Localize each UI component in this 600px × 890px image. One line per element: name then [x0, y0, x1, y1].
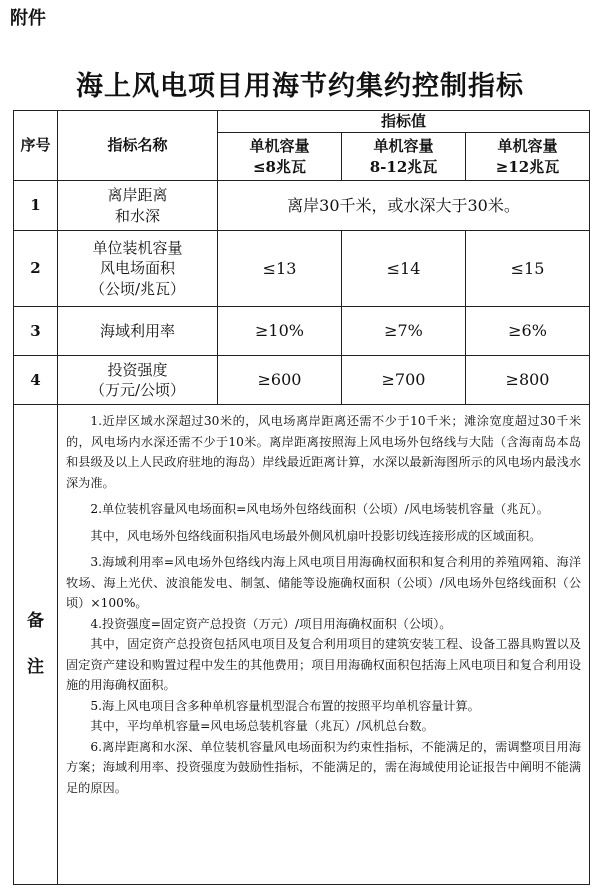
- remark-paragraph: 3.海域利用率=风电场外包络线内海上风电项目用海确权面积和复合利用的养殖网箱、海洋牧场、海上光伏、波浪能发电、制氢、储能等设施确权面积（公顷）/风电场外包络线面积（公顷）×100%。: [66, 555, 582, 610]
- page-title: 海上风电项目用海节约集约控制指标: [76, 71, 524, 102]
- header-seq: 序号: [14, 111, 58, 181]
- row-value-3: ≥6%: [466, 307, 590, 356]
- header-indicator-value: 指标值: [218, 111, 590, 133]
- remark-paragraph: 6.离岸距离和水深、单位装机容量风电场面积为约束性指标，不能满足的，需调整项目用海方案；海域利用率、投资强度为鼓励性指标，不能满足的，需在海域使用论证报告中阐明不能满足的原因。: [66, 739, 582, 795]
- header-indicator-name: 指标名称: [58, 111, 218, 181]
- row-number: 1: [14, 181, 58, 231]
- table-row: [14, 307, 590, 356]
- attachment-label: 附件: [10, 8, 46, 29]
- header-capacity-1: 单机容量 ≤8兆瓦: [218, 133, 342, 181]
- row-number: 3: [14, 307, 58, 356]
- remark-paragraph: 其中，平均单机容量=风电场总装机容量（兆瓦）/风机总台数。: [90, 719, 434, 733]
- remarks-row: [14, 405, 590, 885]
- remark-paragraph: 1.近岸区域水深超过30米的，风电场离岸距离还需不少于10千米；滩涂宽度超过30千米的，风电场内水深还需不少于10米。离岸距离按照海上风电场外包络线与大陆（含海南岛本岛和县级及以上人民政府驻地的海岛）岸线最近距离计算，水深以最新海图所示的风电场内最浅水深为准。: [66, 414, 582, 490]
- header-capacity-3: 单机容量 ≥12兆瓦: [466, 133, 590, 181]
- table-row: [14, 231, 590, 307]
- row-number: 4: [14, 356, 58, 405]
- remark-paragraph: 5.海上风电项目含多种单机容量机型混合布置的按照平均单机容量计算。: [90, 698, 480, 713]
- row-value-1: ≤13: [218, 231, 342, 307]
- remark-paragraph: 4.投资强度=固定资产总投资（万元）/项目用海确权面积（公顷）。: [90, 616, 452, 631]
- header-capacity-2: 单机容量 8-12兆瓦: [342, 133, 466, 181]
- remark-paragraph: 2.单位装机容量风电场面积=风电场外包络线面积（公顷）/风电场装机容量（兆瓦）。: [90, 502, 549, 516]
- row-value-3: ≤15: [466, 231, 590, 307]
- row-indicator-name: 离岸距离 和水深: [58, 181, 218, 231]
- table-row: [14, 356, 590, 405]
- row-value-1: ≥600: [218, 356, 342, 405]
- remark-paragraph: 其中，固定资产总投资包括风电项目及复合利用项目的建筑安装工程、设备工器具购置以及固定资产建设和购置过程中发生的其他费用；项目用海确权面积包括海上风电项目和复合利用设施的用海确权面积。: [66, 637, 582, 692]
- indicator-table: [13, 110, 590, 885]
- remarks-content: [58, 405, 590, 885]
- table-row: [14, 181, 590, 231]
- row-value-2: ≥7%: [342, 307, 466, 356]
- row-value-2: ≥700: [342, 356, 466, 405]
- row-merged-value: 离岸30千米，或水深大于30米。: [218, 181, 590, 231]
- remarks-label: 备 注: [14, 405, 58, 885]
- row-value-3: ≥800: [466, 356, 590, 405]
- row-value-2: ≤14: [342, 231, 466, 307]
- row-number: 2: [14, 231, 58, 307]
- row-indicator-name: 投资强度 （万元/公顷）: [58, 356, 218, 405]
- row-indicator-name: 海域利用率: [58, 307, 218, 356]
- row-indicator-name: 单位装机容量 风电场面积 （公顷/兆瓦）: [58, 231, 218, 307]
- remark-paragraph: 其中，风电场外包络线面积指风电场最外侧风机扇叶投影切线连接形成的区域面积。: [90, 528, 542, 543]
- row-value-1: ≥10%: [218, 307, 342, 356]
